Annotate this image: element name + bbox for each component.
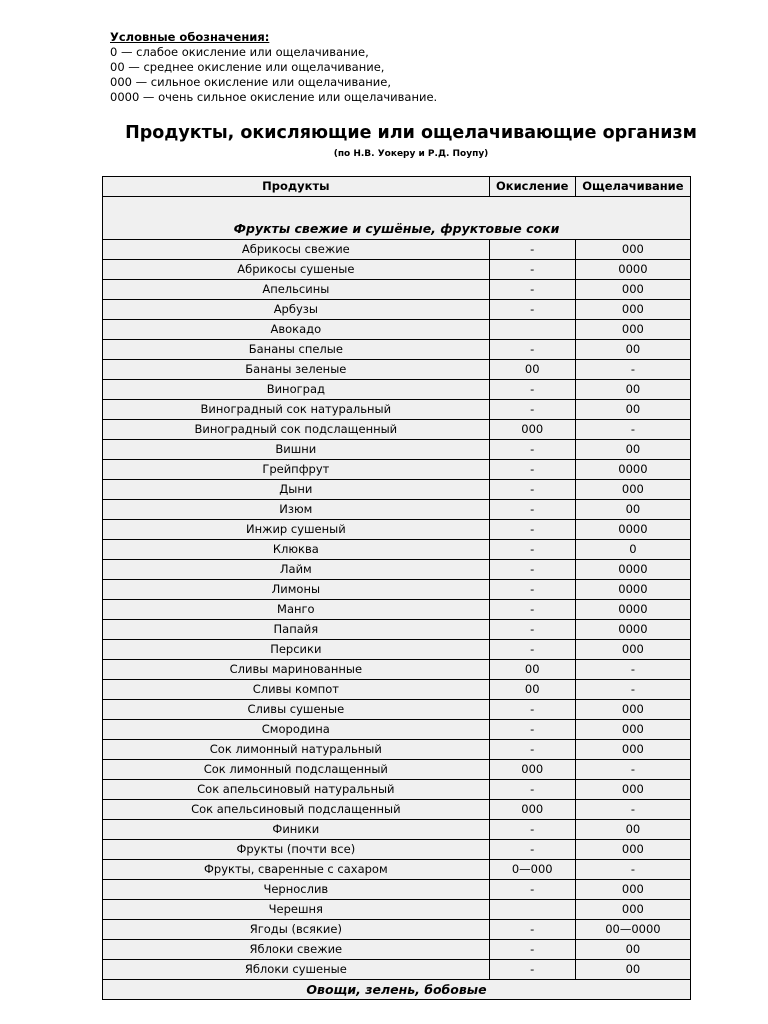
alkalization-cell: 0000 [575,580,690,600]
alkalization-cell: 000 [575,320,690,340]
table-row [103,780,691,800]
oxidation-cell: - [489,560,575,580]
oxidation-cell: - [489,880,575,900]
alkalization-cell: 0000 [575,560,690,580]
product-name-cell: Черешня [103,900,490,920]
alkalization-cell: 000 [575,720,690,740]
product-name-cell: Сок апельсиновый подслащенный [103,800,490,820]
table-row [103,620,691,640]
alkalization-cell: - [575,760,690,780]
oxidation-cell: - [489,400,575,420]
table-row [103,640,691,660]
product-name-cell: Сок лимонный натуральный [103,740,490,760]
oxidation-cell: 0—000 [489,860,575,880]
product-name-cell: Ягоды (всякие) [103,920,490,940]
page-subtitle: (по Н.В. Уокеру и Р.Д. Поупу) [333,149,489,159]
alkalization-cell: 00 [575,940,690,960]
section-title: Овощи, зелень, бобовые [103,980,691,1000]
table-row [103,400,691,420]
alkalization-cell: 000 [575,780,690,800]
alkalization-cell: 000 [575,300,690,320]
table-row [103,680,691,700]
oxidation-cell: - [489,240,575,260]
table-row [103,560,691,580]
table-row [103,500,691,520]
table-row [103,460,691,480]
product-name-cell: Лайм [103,560,490,580]
header-products: Продукты [103,177,490,197]
product-name-cell: Манго [103,600,490,620]
legend-line: 00 — среднее окисление или ощелачивание, [110,60,385,74]
legend [110,30,437,105]
oxidation-cell [489,320,575,340]
oxidation-cell [489,900,575,920]
product-name-cell: Клюква [103,540,490,560]
table-row [103,280,691,300]
table-row [103,820,691,840]
product-name-cell: Виноградный сок подслащенный [103,420,490,440]
product-name-cell: Изюм [103,500,490,520]
oxidation-cell: - [489,480,575,500]
alkalization-cell: 00 [575,380,690,400]
oxidation-cell: - [489,580,575,600]
product-name-cell: Абрикосы сушеные [103,260,490,280]
alkalization-cell: 0000 [575,260,690,280]
table-row [103,740,691,760]
product-name-cell: Лимоны [103,580,490,600]
product-name-cell: Смородина [103,720,490,740]
oxidation-cell: - [489,440,575,460]
oxidation-cell: 000 [489,420,575,440]
oxidation-cell: - [489,720,575,740]
oxidation-cell: - [489,300,575,320]
oxidation-cell: - [489,500,575,520]
alkalization-cell: 000 [575,900,690,920]
alkalization-cell: 000 [575,880,690,900]
product-name-cell: Фрукты, сваренные с сахаром [103,860,490,880]
products-table [102,176,691,1000]
alkalization-cell: 000 [575,480,690,500]
table-row [103,840,691,860]
product-name-cell: Виноград [103,380,490,400]
oxidation-cell: 00 [489,660,575,680]
table-row [103,900,691,920]
product-name-cell: Дыни [103,480,490,500]
oxidation-cell: - [489,780,575,800]
oxidation-cell: - [489,280,575,300]
product-name-cell: Вишни [103,440,490,460]
product-name-cell: Авокадо [103,320,490,340]
alkalization-cell: 00 [575,500,690,520]
alkalization-cell: 0 [575,540,690,560]
table-row [103,660,691,680]
table-row [103,920,691,940]
product-name-cell: Финики [103,820,490,840]
table-row [103,960,691,980]
table-row [103,340,691,360]
header-oxidation: Окисление [489,177,575,197]
product-name-cell: Инжир сушеный [103,520,490,540]
alkalization-cell: 00 [575,960,690,980]
table-row [103,520,691,540]
oxidation-cell: - [489,700,575,720]
header-alkalization: Ощелачивание [575,177,690,197]
oxidation-cell: - [489,520,575,540]
alkalization-cell: 00 [575,400,690,420]
table-row [103,300,691,320]
oxidation-cell: - [489,460,575,480]
alkalization-cell: 000 [575,840,690,860]
oxidation-cell: - [489,840,575,860]
oxidation-cell: - [489,380,575,400]
oxidation-cell: 00 [489,680,575,700]
oxidation-cell: - [489,620,575,640]
oxidation-cell: - [489,540,575,560]
product-name-cell: Бананы зеленые [103,360,490,380]
alkalization-cell: 00 [575,340,690,360]
alkalization-cell: 0000 [575,600,690,620]
alkalization-cell: - [575,420,690,440]
table-row [103,260,691,280]
table-row [103,420,691,440]
alkalization-cell: 00 [575,440,690,460]
table-row [103,540,691,560]
table-row [103,760,691,780]
oxidation-cell: - [489,260,575,280]
product-name-cell: Бананы спелые [103,340,490,360]
product-name-cell: Чернослив [103,880,490,900]
oxidation-cell: - [489,940,575,960]
alkalization-cell: 000 [575,640,690,660]
alkalization-cell: - [575,680,690,700]
oxidation-cell: - [489,820,575,840]
oxidation-cell: - [489,640,575,660]
legend-line: 000 — сильное окисление или ощелачивание, [110,75,392,89]
oxidation-cell: 000 [489,760,575,780]
section-row-fruits [103,197,691,240]
alkalization-cell: 00 [575,820,690,840]
product-name-cell: Виноградный сок натуральный [103,400,490,420]
alkalization-cell: 0000 [575,520,690,540]
alkalization-cell: 000 [575,240,690,260]
oxidation-cell: 000 [489,800,575,820]
alkalization-cell: 0000 [575,460,690,480]
table-row [103,860,691,880]
product-name-cell: Яблоки сушеные [103,960,490,980]
table-row [103,700,691,720]
oxidation-cell: - [489,600,575,620]
section-title: Фрукты свежие и сушёные, фруктовые соки [103,197,691,240]
legend-title: Условные обозначения: [110,30,270,44]
table-header-row [103,177,691,197]
product-name-cell: Абрикосы свежие [103,240,490,260]
product-name-cell: Яблоки свежие [103,940,490,960]
oxidation-cell: 00 [489,360,575,380]
product-name-cell: Фрукты (почти все) [103,840,490,860]
product-name-cell: Сливы компот [103,680,490,700]
oxidation-cell: - [489,920,575,940]
alkalization-cell: - [575,660,690,680]
table-row [103,940,691,960]
table-row [103,240,691,260]
oxidation-cell: - [489,960,575,980]
product-name-cell: Сок апельсиновый натуральный [103,780,490,800]
table-row [103,440,691,460]
product-name-cell: Арбузы [103,300,490,320]
section-row-vegetables [103,980,691,1000]
table-row [103,800,691,820]
oxidation-cell: - [489,340,575,360]
product-name-cell: Грейпфрут [103,460,490,480]
alkalization-cell: 000 [575,280,690,300]
alkalization-cell: 00—0000 [575,920,690,940]
product-name-cell: Сливы маринованные [103,660,490,680]
product-name-cell: Сливы сушеные [103,700,490,720]
alkalization-cell: 0000 [575,620,690,640]
table-row [103,360,691,380]
table-row [103,480,691,500]
table-row [103,380,691,400]
alkalization-cell: - [575,860,690,880]
alkalization-cell: 000 [575,740,690,760]
product-name-cell: Сок лимонный подслащенный [103,760,490,780]
table-row [103,880,691,900]
page-title: Продукты, окисляющие или ощелачивающие организм [125,123,697,143]
alkalization-cell: 000 [575,700,690,720]
legend-line: 0 — слабое окисление или ощелачивание, [110,45,369,59]
table-row [103,720,691,740]
product-name-cell: Персики [103,640,490,660]
oxidation-cell: - [489,740,575,760]
legend-line: 0000 — очень сильное окисление или ощелачивание. [110,90,438,104]
product-name-cell: Папайя [103,620,490,640]
product-name-cell: Апельсины [103,280,490,300]
table-row [103,600,691,620]
alkalization-cell: - [575,360,690,380]
alkalization-cell: - [575,800,690,820]
table-row [103,580,691,600]
table-row [103,320,691,340]
